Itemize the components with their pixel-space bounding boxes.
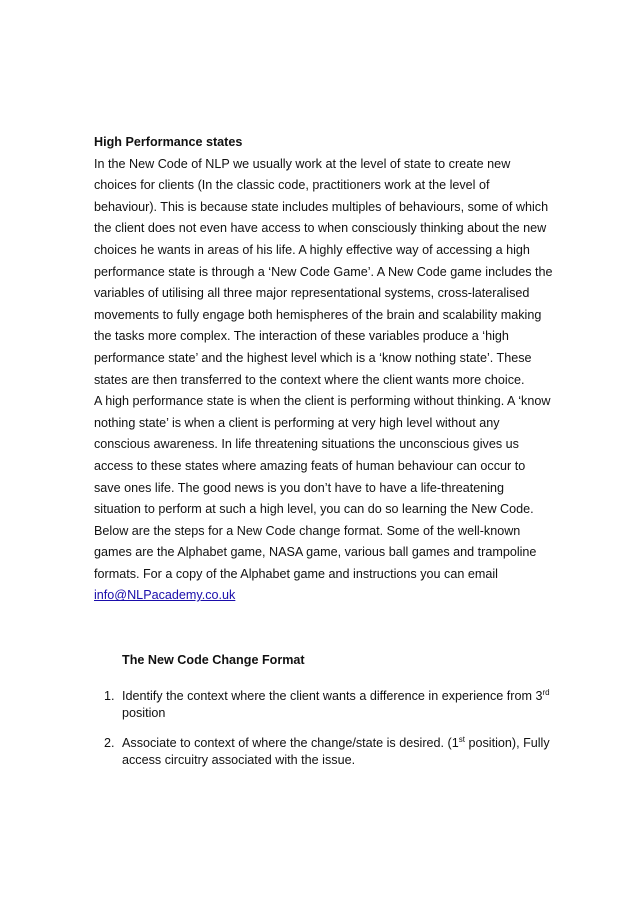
step-text-end: position (122, 705, 166, 720)
change-format-title: The New Code Change Format (122, 653, 305, 668)
step-number: 2. (104, 735, 115, 750)
step-text: Identify the context where the client wants a difference in experience from 3 (122, 688, 543, 703)
paragraph-high-performance (94, 391, 554, 607)
step-number: 1. (104, 688, 115, 703)
email-link[interactable]: info@NLPacademy.co.uk (94, 588, 236, 603)
section-heading: High Performance states (94, 135, 243, 149)
step-text-end: position), Fully access circuitry associated with the issue. (122, 735, 550, 767)
steps-list (94, 688, 554, 769)
step-superscript: rd (542, 687, 550, 697)
step-text: Associate to context of where the change/state is desired. (1 (122, 735, 459, 750)
document-body (94, 132, 554, 782)
list-item (94, 735, 554, 769)
list-item (94, 688, 554, 722)
paragraph-high-performance-text: A high performance state is when the client is performing without thinking. A ‘know nothing state’ is when a client is performing at very high level without any conscious awareness. In life threatening situations the unconscious gives us access to these states where amazing feats of human behaviour can occur to save ones life. The good news is you don’t have to have a life-threatening situation to perform at such a high level, you can do so learning the New Code. Below are the steps for a New Code change format. Some of the well-known games are the Alphabet game, NASA game, various ball games and trampoline formats. For a copy of the Alphabet game and instructions you can email (94, 394, 551, 581)
paragraph-new-code-intro: In the New Code of NLP we usually work at the level of state to create new choices for clients (In the classic code, practitioners work at the level of behaviour). This is because state includes multiples of behaviours, some of which the client does not even have access to when consciously thinking about the new choices he wants in areas of his life. A highly effective way of accessing a high performance state is through a ‘New Code Game’. A New Code game includes the variables of utilising all three major representational systems, cross-lateralised movements to fully engage both hemispheres of the brain and scalability making the tasks more complex. The interaction of these variables produce a ‘high performance state’ and the highest level which is a ‘know nothing state’. These states are then transferred to the context where the client wants more choice. (94, 156, 553, 387)
step-superscript: st (458, 734, 465, 744)
